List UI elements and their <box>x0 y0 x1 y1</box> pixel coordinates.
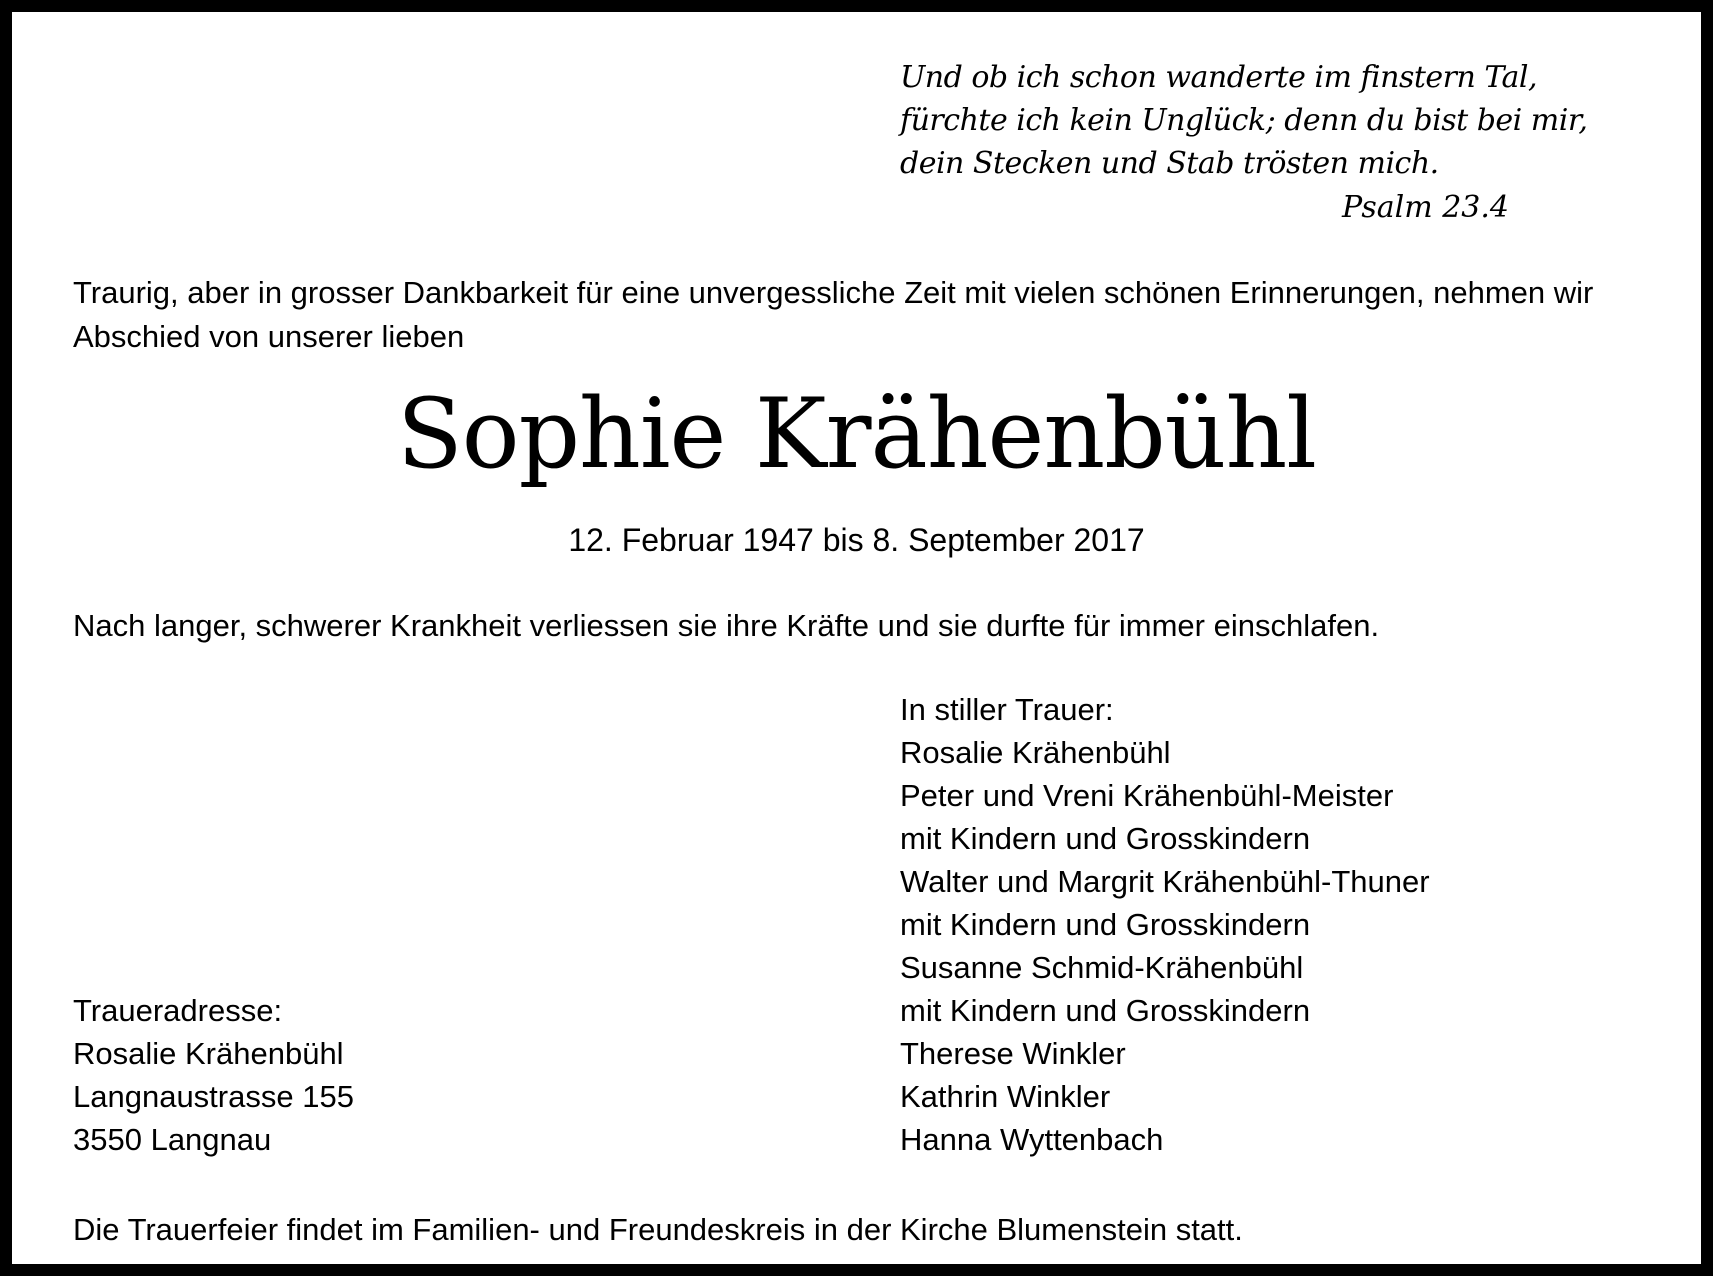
mourner-name: Walter und Margrit Krähenbühl-Thuner <box>900 864 1430 899</box>
mourner-name: mit Kindern und Grosskindern <box>900 993 1311 1028</box>
quote-line: Und ob ich schon wanderte im finstern Tal, <box>900 60 1538 95</box>
intro-line: Traurig, aber in grosser Dankbarkeit für eine unvergessliche Zeit mit vielen schönen Erinnerungen, nehmen wir <box>73 275 1594 310</box>
mourner-name: Susanne Schmid-Krähenbühl <box>900 950 1304 985</box>
quote-line: fürchte ich kein Unglück; denn du bist bei mir, <box>900 103 1588 138</box>
intro-text <box>73 271 1673 359</box>
mourner-name: Kathrin Winkler <box>900 1079 1111 1114</box>
address-heading: Traueradresse: <box>73 993 283 1028</box>
life-dates: 12. Februar 1947 bis 8. September 2017 <box>568 522 1145 558</box>
mourner-name: Rosalie Krähenbühl <box>900 735 1171 770</box>
deceased-name: Sophie Krähenbühl <box>397 378 1316 490</box>
ceremony-note: Die Trauerfeier findet im Familien- und Freundeskreis in der Kirche Blumenstein statt. <box>73 1212 1243 1247</box>
mourner-name: mit Kindern und Grosskindern <box>900 821 1311 856</box>
quote-line: dein Stecken und Stab trösten mich. <box>900 146 1439 181</box>
quote-reference: Psalm 23.4 <box>1341 190 1509 225</box>
mourner-name: Hanna Wyttenbach <box>900 1122 1164 1157</box>
mourner-name: Therese Winkler <box>900 1036 1126 1071</box>
mourners-list <box>900 688 1430 1161</box>
mourning-address <box>73 989 354 1161</box>
mourner-name: Peter und Vreni Krähenbühl-Meister <box>900 778 1394 813</box>
passing-statement: Nach langer, schwerer Krankheit verliessen sie ihre Kräfte und sie durfte für immer einschlafen. <box>73 608 1380 643</box>
mourner-name: mit Kindern und Grosskindern <box>900 907 1311 942</box>
address-line: 3550 Langnau <box>73 1122 272 1157</box>
address-line: Rosalie Krähenbühl <box>73 1036 344 1071</box>
bible-quote <box>900 56 1587 185</box>
address-line: Langnaustrasse 155 <box>73 1079 354 1114</box>
intro-line: Abschied von unserer lieben <box>73 319 465 354</box>
mourners-heading: In stiller Trauer: <box>900 692 1114 727</box>
